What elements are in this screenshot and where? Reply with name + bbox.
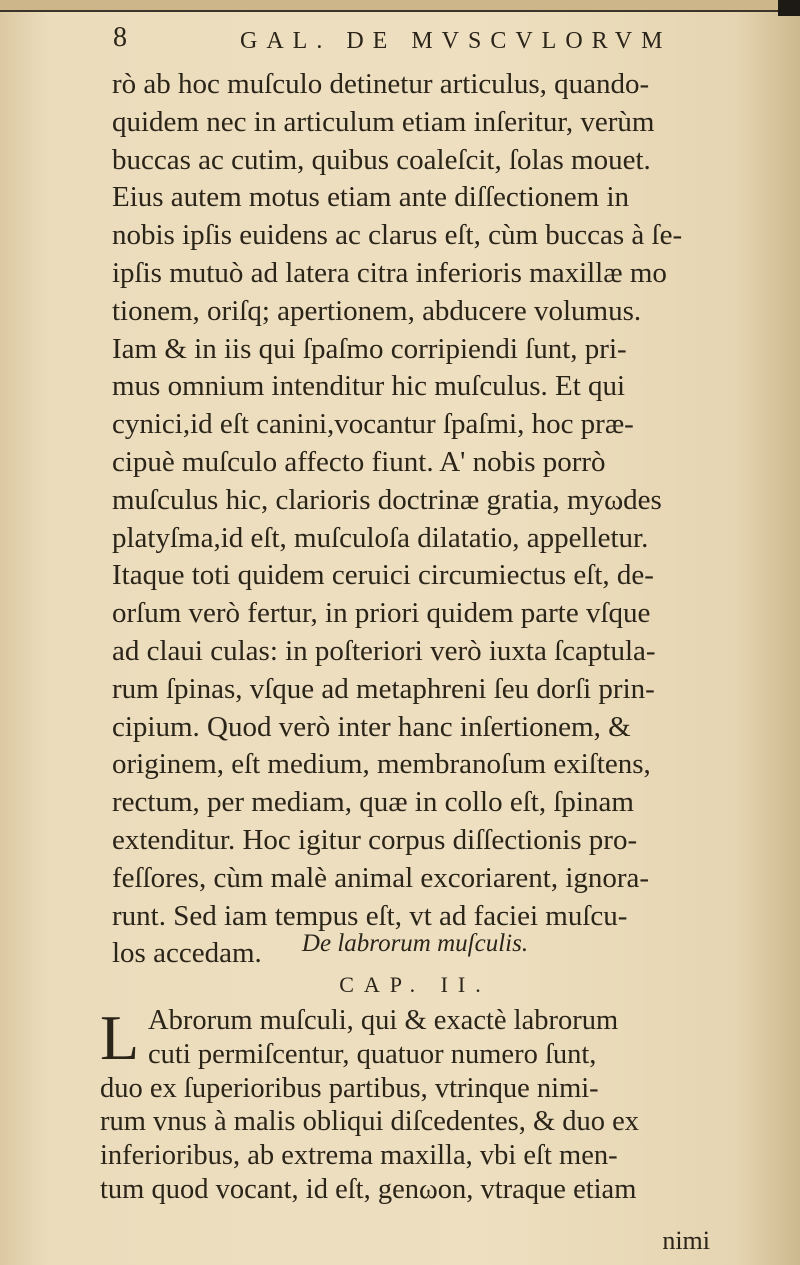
- text-line: Abrorum muſculi, qui & exactè labrorum: [148, 1005, 619, 1036]
- text-line: muſculus hic, clarioris doctrinæ gratia, myωdes: [112, 483, 662, 516]
- text-line: platyſma,id eſt, muſculoſa dilatatio, appelletur.: [112, 521, 649, 554]
- catchword: nimi: [662, 1226, 710, 1255]
- corner-mark: [778, 0, 800, 16]
- text-line: runt. Sed iam tempus eſt, vt ad faciei muſcu-: [112, 899, 628, 932]
- text-line: duo ex ſuperioribus partibus, vtrinque nimi-: [100, 1072, 599, 1104]
- text-line: Eius autem motus etiam ante diſſectionem in: [112, 181, 630, 214]
- page-header: [110, 20, 670, 60]
- text-line: ad claui culas: in poſteriori verò iuxta ſcaptula-: [112, 634, 656, 667]
- text-line: ipſis mutuò ad latera citra inferioris maxillæ mo: [112, 256, 667, 289]
- running-head: GAL. DE MVSCVLORVM: [240, 28, 672, 54]
- chapter-heading: CAP. II.: [339, 972, 491, 997]
- text-line: Itaque toti quidem ceruici circumiectus eſt, de-: [112, 559, 654, 592]
- text-line: inferioribus, ab extrema maxilla, vbi eſt men-: [100, 1140, 618, 1172]
- text-line: quidem nec in articulum etiam inſeritur, verùm: [112, 105, 655, 138]
- text-line: cipium. Quod verò inter hanc inſertionem, &: [112, 710, 631, 743]
- drop-cap-initial: L: [100, 1002, 140, 1073]
- text-line: rum vnus à malis obliqui diſcedentes, & duo ex: [100, 1106, 640, 1138]
- text-line: cuti permiſcentur, quatuor numero ſunt,: [148, 1038, 597, 1070]
- text-line: Iam & in iis qui ſpaſmo corripiendi ſunt, pri-: [112, 332, 627, 365]
- text-line: buccas ac cutim, quibus coaleſcit, ſolas mouet.: [112, 143, 651, 176]
- text-line: cynici,id eſt canini,vocantur ſpaſmi, hoc præ-: [112, 408, 634, 441]
- text-line: rò ab hoc muſculo detinetur articulus, quando-: [112, 68, 650, 100]
- text-line: orſum verò fertur, in priori quidem parte vſque: [112, 597, 651, 630]
- top-page-edge: [0, 0, 800, 12]
- text-line: los accedam.: [112, 937, 262, 970]
- text-line: feſſores, cùm malè animal excoriarent, ignora-: [112, 861, 650, 894]
- page-number: 8: [113, 22, 127, 53]
- text-line: nobis ipſis euidens ac clarus eſt, cùm buccas à ſe-: [112, 219, 683, 252]
- text-line: extenditur. Hoc igitur corpus diſſectionis pro-: [112, 823, 638, 856]
- body-text: [112, 66, 752, 973]
- text-line: tum quod vocant, id eſt, genωon, vtraque etiam: [100, 1173, 637, 1205]
- text-line: rectum, per mediam, quæ in collo eſt, ſpinam: [112, 786, 634, 819]
- text-line: rum ſpinas, vſque ad metaphreni ſeu dorſi prin-: [112, 672, 655, 705]
- text-line: tionem, oriſq; apertionem, abducere volumus.: [112, 294, 642, 327]
- text-line: cipuè muſculo affecto fiunt. A' nobis porrò: [112, 445, 606, 478]
- section-subheading: De labrorum muſculis.: [301, 930, 529, 957]
- chapter-text: [100, 1004, 740, 1207]
- text-line: originem, eſt medium, membranoſum exiſtens,: [112, 748, 651, 781]
- text-line: mus omnium intenditur hic muſculus. Et qui: [112, 370, 626, 403]
